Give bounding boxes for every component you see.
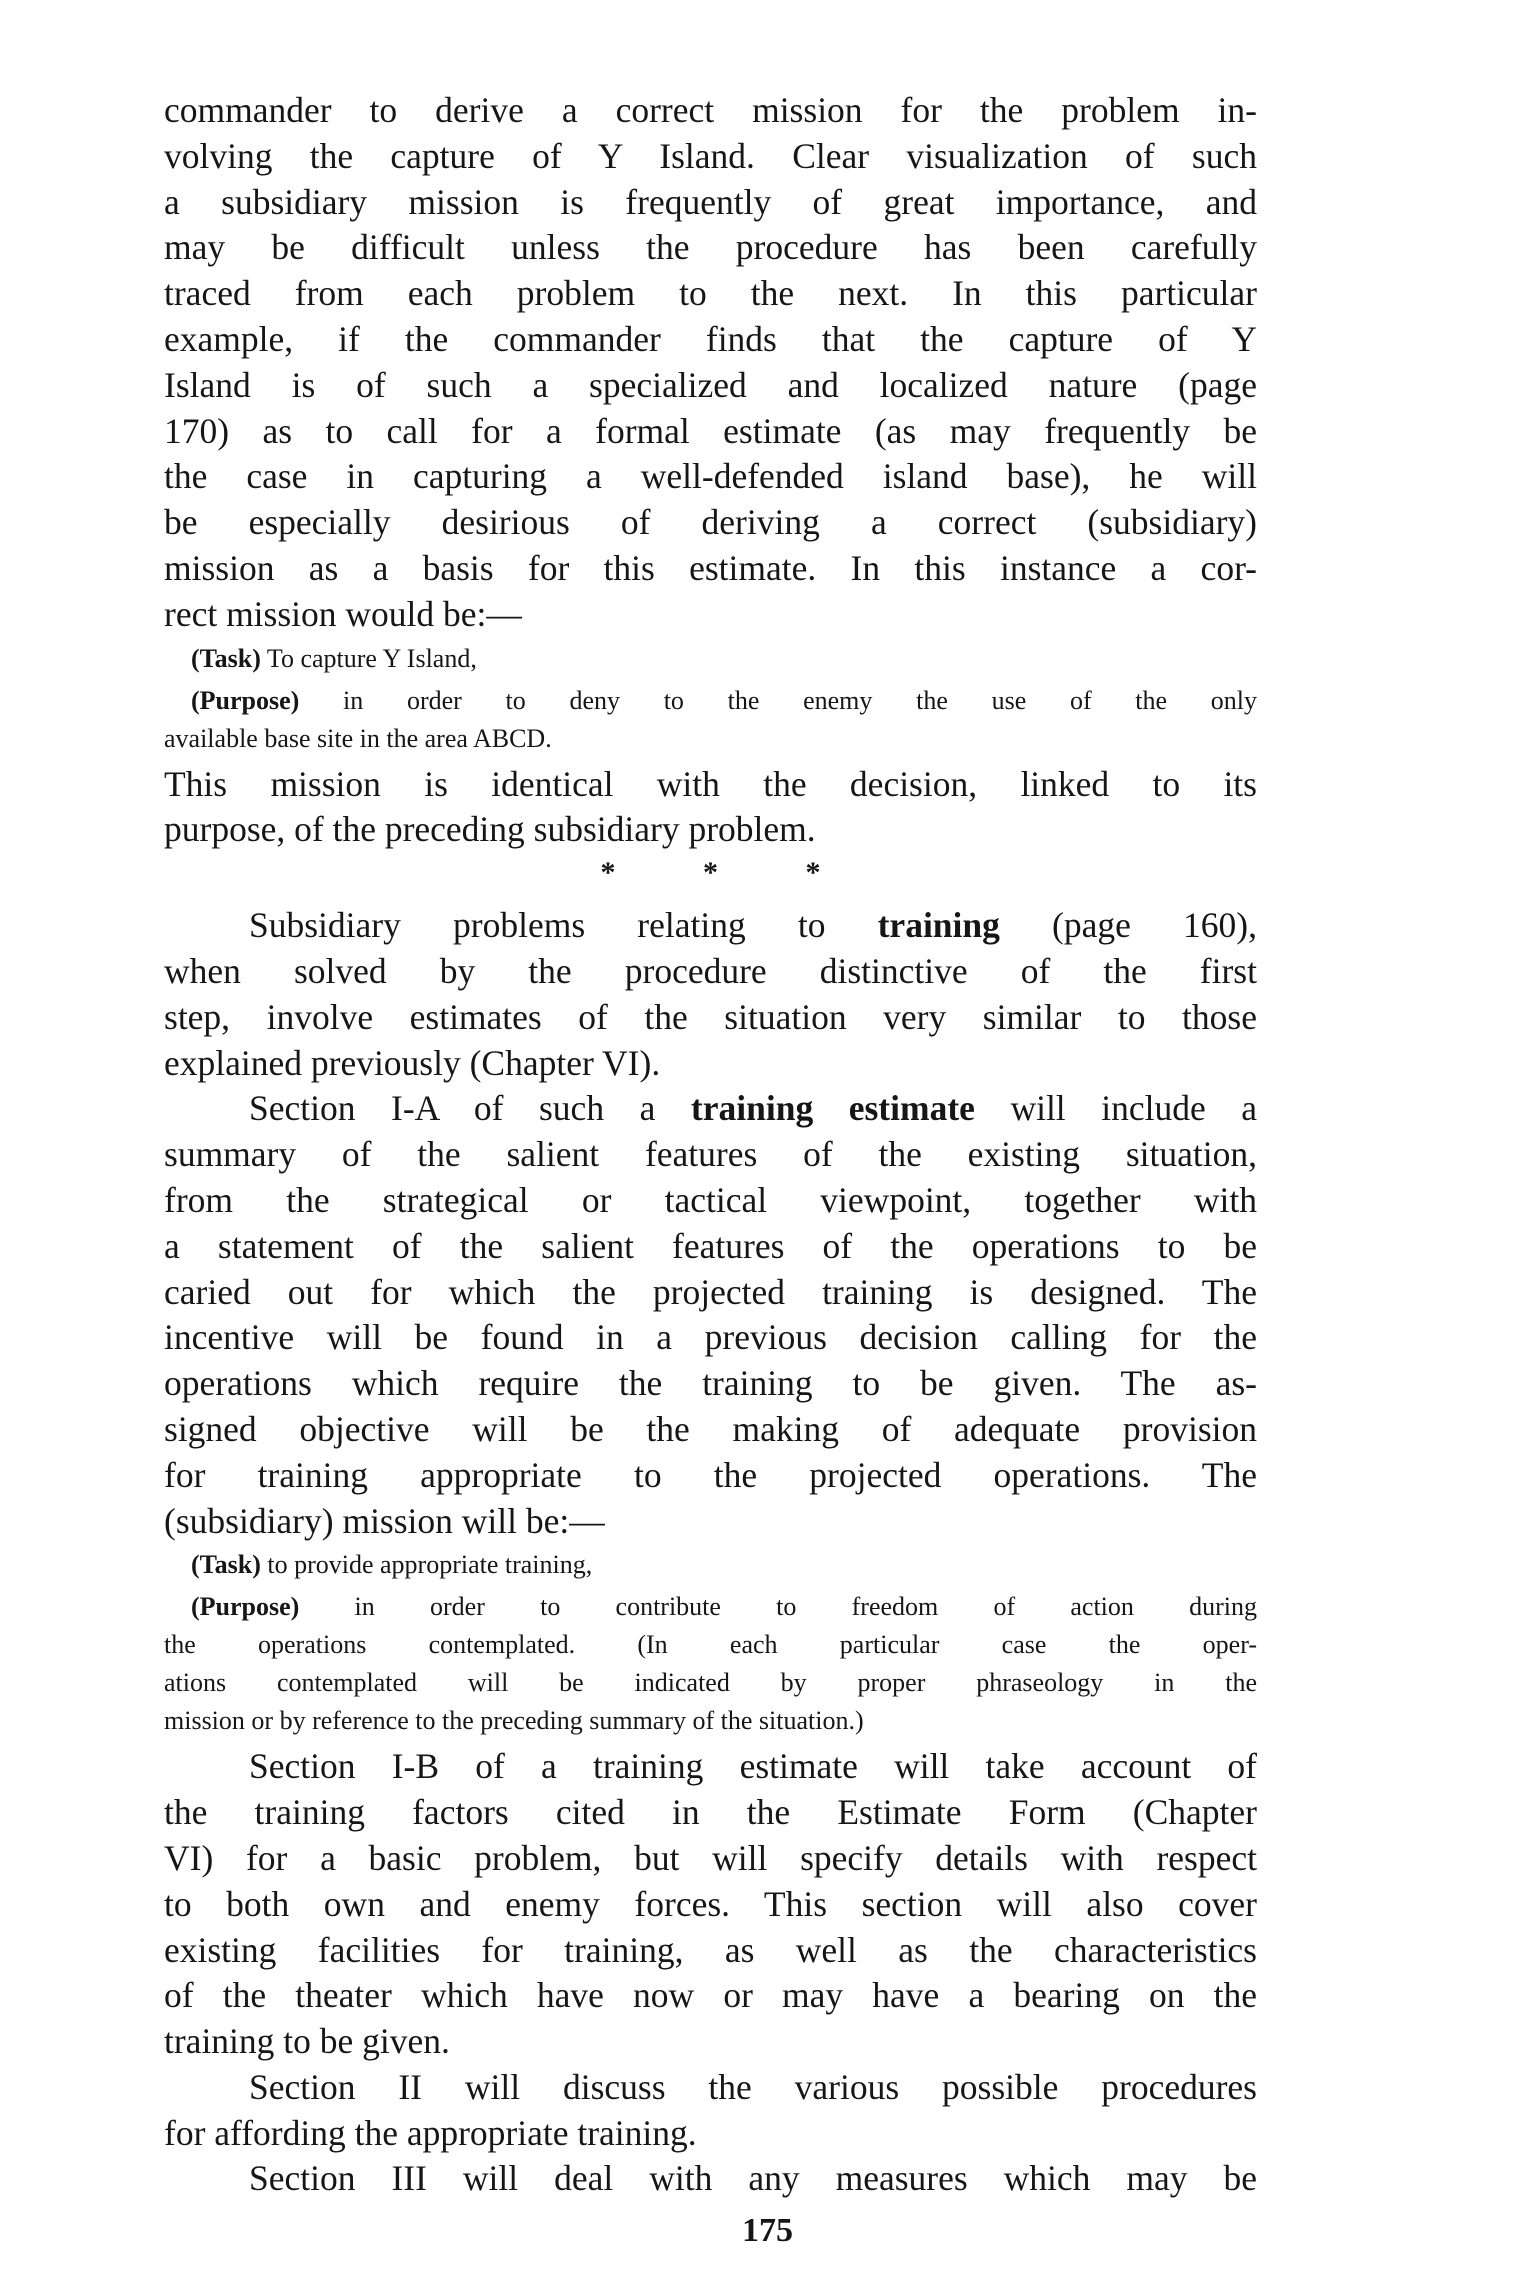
text-segment: in order to contribute to freedom of action during <box>299 1592 1257 1622</box>
text-line: to both own and enemy forces. This section will also cover <box>164 1883 1257 1924</box>
text-line: existing facilities for training, as well as the characteristics <box>164 1929 1257 1970</box>
bold-term: training <box>877 905 1000 946</box>
text-line: explained previously (Chapter VI). <box>164 1042 661 1083</box>
text-line: a subsidiary mission is frequently of great importance, and <box>164 181 1257 222</box>
text-line: of the theater which have now or may have a bearing on the <box>164 1975 1257 2016</box>
text-line: example, if the commander finds that the capture of Y <box>164 318 1257 359</box>
text-line: the training factors cited in the Estimate Form (Chapter <box>164 1792 1257 1833</box>
bold-term: (Task) <box>191 1550 261 1580</box>
paragraph <box>164 88 1257 638</box>
mission-statement <box>164 682 1257 758</box>
bold-term: (Purpose) <box>191 685 300 715</box>
text-line <box>164 1086 1257 1132</box>
text-line <box>164 640 1257 678</box>
text-line: VI) for a basic problem, but will specify details with respect <box>164 1837 1257 1878</box>
text-line: Island is of such a specialized and localized nature (page <box>164 364 1257 405</box>
text-line: (subsidiary) mission will be:— <box>164 1500 605 1541</box>
text-line: signed objective will be the making of adequate provision <box>164 1408 1257 1449</box>
text-line: Section III will deal with any measures which may be <box>249 2158 1257 2199</box>
text-line: caried out for which the projected training is designed. The <box>164 1271 1257 1312</box>
text-line: the case in capturing a well-defended island base), he will <box>164 456 1257 497</box>
text-line: a statement of the salient features of the operations to be <box>164 1225 1257 1266</box>
text-line: ations contemplated will be indicated by proper phraseology in the <box>164 1668 1257 1698</box>
mission-statement <box>164 640 1257 678</box>
text-line: for training appropriate to the projected operations. The <box>164 1454 1257 1495</box>
text-line: may be difficult unless the procedure has been carefully <box>164 227 1257 268</box>
text-line: when solved by the procedure distinctive of the first <box>164 950 1257 991</box>
text-line: training to be given. <box>164 2021 450 2062</box>
text-line <box>164 1546 1257 1584</box>
text-line: mission or by reference to the preceding summary of the situation.) <box>164 1706 864 1736</box>
text-line: 170) as to call for a formal estimate (as may frequently be <box>164 410 1257 451</box>
bold-term: (Task) <box>191 643 261 673</box>
text-segment: to provide appropriate training, <box>260 1550 593 1580</box>
bold-term: training estimate <box>690 1088 975 1129</box>
paragraph <box>164 762 1257 854</box>
text-line: traced from each problem to the next. In this particular <box>164 273 1257 314</box>
text-line <box>164 1588 1257 1626</box>
text-line: from the strategical or tactical viewpoint, together with <box>164 1179 1257 1220</box>
text-line: incentive will be found in a previous decision calling for the <box>164 1317 1257 1358</box>
text-line: volving the capture of Y Island. Clear visualization of such <box>164 135 1257 176</box>
bold-term: (Purpose) <box>191 1592 300 1622</box>
text-line: the operations contemplated. (In each particular case the oper- <box>164 1630 1257 1660</box>
text-line: Section II will discuss the various possible procedures <box>249 2066 1257 2107</box>
text-segment: (page 160), <box>999 905 1257 946</box>
mission-statement <box>164 1588 1257 1740</box>
text-segment: Section I-A of such a <box>249 1088 691 1129</box>
text-line: available base site in the area ABCD. <box>164 723 552 753</box>
paragraph <box>164 903 1257 1086</box>
page-text <box>164 88 1257 2202</box>
page-number: 175 <box>742 2212 793 2249</box>
text-segment: To capture Y Island, <box>260 643 477 673</box>
text-line: for affording the appropriate training. <box>164 2112 697 2153</box>
text-line: commander to derive a correct mission for the problem in- <box>164 90 1257 130</box>
text-line: operations which require the training to be given. The as- <box>164 1363 1257 1404</box>
text-segment: in order to deny to the enemy the use of the only <box>299 685 1257 715</box>
text-line: summary of the salient features of the existing situation, <box>164 1134 1257 1175</box>
paragraph <box>164 1744 1257 2065</box>
paragraph <box>164 2156 1257 2202</box>
text-line <box>164 903 1257 949</box>
paragraph <box>164 1086 1257 1544</box>
text-line: step, involve estimates of the situation very similar to those <box>164 996 1257 1037</box>
text-line: purpose, of the preceding subsidiary problem. <box>164 809 816 850</box>
text-line <box>164 682 1257 720</box>
text-line: be especially desirious of deriving a correct (subsidiary) <box>164 502 1257 543</box>
paragraph <box>164 2065 1257 2157</box>
text-line: rect mission would be:— <box>164 593 522 634</box>
text-segment: Subsidiary problems relating to <box>249 905 878 946</box>
section-break-stars: * * * <box>600 856 861 890</box>
text-line: This mission is identical with the decision, linked to its <box>164 763 1257 804</box>
text-segment: will include a <box>974 1088 1257 1129</box>
mission-statement <box>164 1546 1257 1584</box>
text-line: mission as a basis for this estimate. In this instance a cor- <box>164 547 1257 588</box>
text-line: Section I-B of a training estimate will take account of <box>249 1746 1257 1787</box>
